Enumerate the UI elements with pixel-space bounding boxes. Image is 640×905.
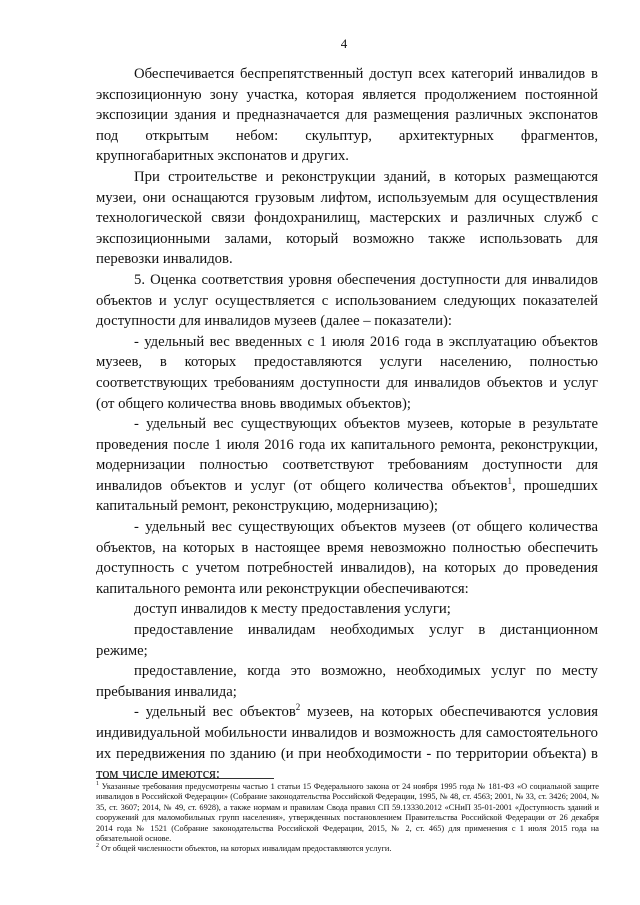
paragraph-indicator-renovated-objects xyxy=(96,414,598,517)
paragraph-exposition-zone: Обеспечивается беспрепятственный доступ всех категорий инвалидов в экспозиционную зону участка, которая является продолжением постоянной экспозиции здания и предназначается для размещения различных экспонатов под открытым небом: скульптур, архитектурных фрагментов, крупногабаритных экспонатов и других. xyxy=(96,66,598,165)
paragraph-remote-services: предоставление инвалидам необходимых услуг в дистанционном режиме; xyxy=(96,622,598,659)
paragraph-access-to-service: доступ инвалидов к месту предоставления услуги; xyxy=(134,601,451,618)
paragraph-indicator-mobility xyxy=(96,702,598,784)
paragraph-indicator-existing-objects: - удельный вес существующих объектов музеев (от общего количества объектов, на которых в настоящее время невозможно полностью обеспечить доступность с учетом потребностей инвалидов), на которых до проведения капитального ремонта или реконструкции обеспечиваются: xyxy=(96,519,598,597)
footnote-ref-2[interactable]: 2 xyxy=(295,702,301,713)
indicator-renovated-text-end: , прошедших капитальный ремонт, реконструкцию, модернизацию); xyxy=(96,477,599,515)
paragraph-services-at-residence: предоставление, когда это возможно, необходимых услуг по месту пребывания инвалида; xyxy=(96,663,598,700)
footnote-1-text: Указанные требования предусмотрены частью 1 статьи 15 Федерального закона от 24 ноября 1995 года № 181-ФЗ «О социальной защите инвалидов в Российской Федерации» (Собрание законодательства Российской Федерации, 1995, № 48, ст. 4563; 2001, № 33, ст. 3426; 2004, № 35, ст. 3607; 2014, № 49, ст. 6928), а также нормам и правилам Свода правил СП 59.13330.2012 «СНиП 35-01-2001 «Доступность зданий и сооружений для маломобильных групп населения», утвержденных постановлением Правительства Российской Федерации от 26 декабря 2014 года № 1521 (Собрание законодательства Российской Федерации, 2015, № 2, ст. 465) для применения с 1 июля 2015 года на обязательной основе. xyxy=(96,782,599,844)
body-text xyxy=(96,64,599,788)
footnote-mark-2: 2 xyxy=(96,843,99,850)
indicator-mobility-text-end: музеев, на которых обеспечиваются условия индивидуальной мобильности инвалидов и возможность для самостоятельного их передвижения по зданию (и при необходимости - по территории объекта) в том числе имеются: xyxy=(96,704,598,783)
indicator-renovated-text-start: - удельный вес существующих объектов музеев, которые в результате проведения после 1 июля 2016 года их капитального ремонта, реконструкции, модернизации полностью соответствуют требованиям доступности для инвалидов объектов и услуг (от общего количества объектов xyxy=(96,416,598,494)
footnote-divider xyxy=(96,778,274,779)
footnote-2 xyxy=(96,844,599,854)
page-number: 4 xyxy=(340,36,348,51)
paragraph-assessment-intro: 5. Оценка соответствия уровня обеспечения доступности для инвалидов объектов и услуг осуществляется с использованием следующих показателей доступности для инвалидов музеев (далее – показатели): xyxy=(96,271,598,330)
footnotes xyxy=(96,782,599,855)
footnote-1 xyxy=(96,782,599,844)
footnote-2-text: От общей численности объектов, на которых инвалидам предоставляются услуги. xyxy=(101,844,392,854)
footnote-mark-1: 1 xyxy=(96,781,99,788)
paragraph-indicator-new-objects: - удельный вес введенных с 1 июля 2016 года в эксплуатацию объектов музеев, в которых предоставляются услуги населению, полностью соответствующих требованиям доступности для инвалидов объектов и услуг (от общего количества вновь вводимых объектов); xyxy=(96,333,598,412)
indicator-mobility-text-start: - удельный вес объектов xyxy=(134,704,296,721)
paragraph-freight-lift: При строительстве и реконструкции зданий, в которых размещаются музеи, они оснащаются грузовым лифтом, используемым для осуществления технологической связи фондохранилищ, мастерских и различных служб с экспозиционными залами, который возможно также использовать для перевозки инвалидов. xyxy=(96,168,598,268)
footnote-ref-1[interactable]: 1 xyxy=(507,475,512,486)
